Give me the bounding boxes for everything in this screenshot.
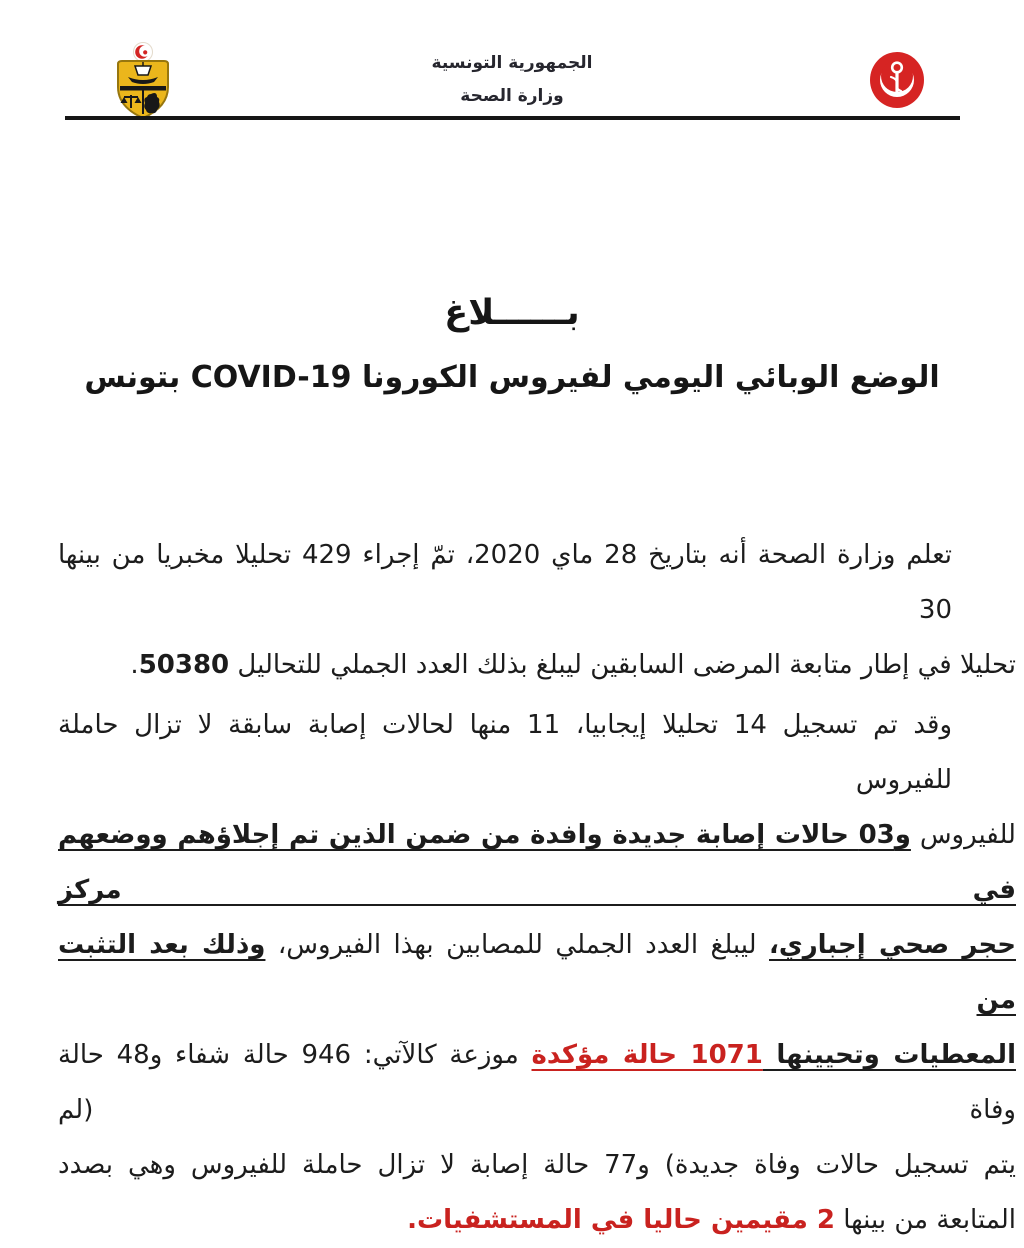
quarantine-highlight: حجر صحي إجباري، bbox=[769, 930, 1016, 960]
p2l4-text: موزعة كالآتي: 946 حالة شفاء و48 حالة وفاة (لم bbox=[58, 1040, 1016, 1125]
p1l1-text: تعلم وزارة الصحة أنه بتاريخ 28 ماي 2020، تمّ إجراء 429 تحليلا مخبريا من بينها 30 bbox=[58, 540, 953, 625]
verification-highlight: وذلك بعد التثبت من bbox=[58, 930, 1016, 1015]
p2l2-text: للفيروس bbox=[910, 820, 1016, 850]
paragraph2-line4 bbox=[58, 1028, 1016, 1138]
ministry-title: وزارة الصحة bbox=[460, 86, 564, 106]
paragraph1-line2 bbox=[58, 638, 1016, 693]
data-update-highlight: المعطيات وتحيينها bbox=[762, 1040, 1016, 1070]
p2l6-text: المتابعة من بينها bbox=[834, 1205, 1016, 1235]
paragraph2-line1 bbox=[58, 698, 1016, 808]
paragraph2-line2 bbox=[58, 808, 1016, 918]
paragraph1-line1 bbox=[58, 528, 1016, 638]
paragraph2-line5 bbox=[58, 1138, 1016, 1193]
paragraph2-line3 bbox=[58, 918, 1016, 1028]
p2l3-text: ليبلغ العدد الجملي للمصابين بهذا الفيروس، bbox=[265, 930, 769, 960]
document-title: بــــــلاغ bbox=[444, 293, 580, 333]
p1l2-text: تحليلا في إطار متابعة المرضى السابقين ليبلغ بذلك العدد الجملي للتحاليل bbox=[229, 650, 1016, 680]
header-divider bbox=[65, 116, 960, 120]
ministry-of-health-logo-icon bbox=[868, 50, 926, 110]
document-subtitle: الوضع الوبائي اليومي لفيروس الكورونا COVID-19 بتونس bbox=[84, 360, 940, 395]
p2l1-text: وقد تم تسجيل 14 تحليلا إيجابيا، 11 منها لحالات إصابة سابقة لا تزال حاملة للفيروس bbox=[58, 710, 953, 795]
total-tests-value: 50380 bbox=[138, 650, 230, 680]
new-cases-highlight: و03 حالات إصابة جديدة وافدة من ضمن الذين تم إجلاؤهم ووضعهم في مركز bbox=[58, 820, 1016, 905]
paragraph2-line6 bbox=[58, 1193, 1016, 1248]
hospitalized-highlight: 2 مقيمين حاليا في المستشفيات. bbox=[407, 1205, 835, 1235]
republic-title: الجمهورية التونسية bbox=[431, 53, 593, 73]
p1l2-period: . bbox=[130, 650, 139, 680]
confirmed-cases-highlight: 1071 حالة مؤكدة bbox=[531, 1040, 763, 1070]
p2l5-text: يتم تسجيل حالات وفاة جديدة) و77 حالة إصابة لا تزال حاملة للفيروس وهي بصدد bbox=[58, 1150, 1016, 1180]
bulletin-body bbox=[58, 528, 1016, 1248]
